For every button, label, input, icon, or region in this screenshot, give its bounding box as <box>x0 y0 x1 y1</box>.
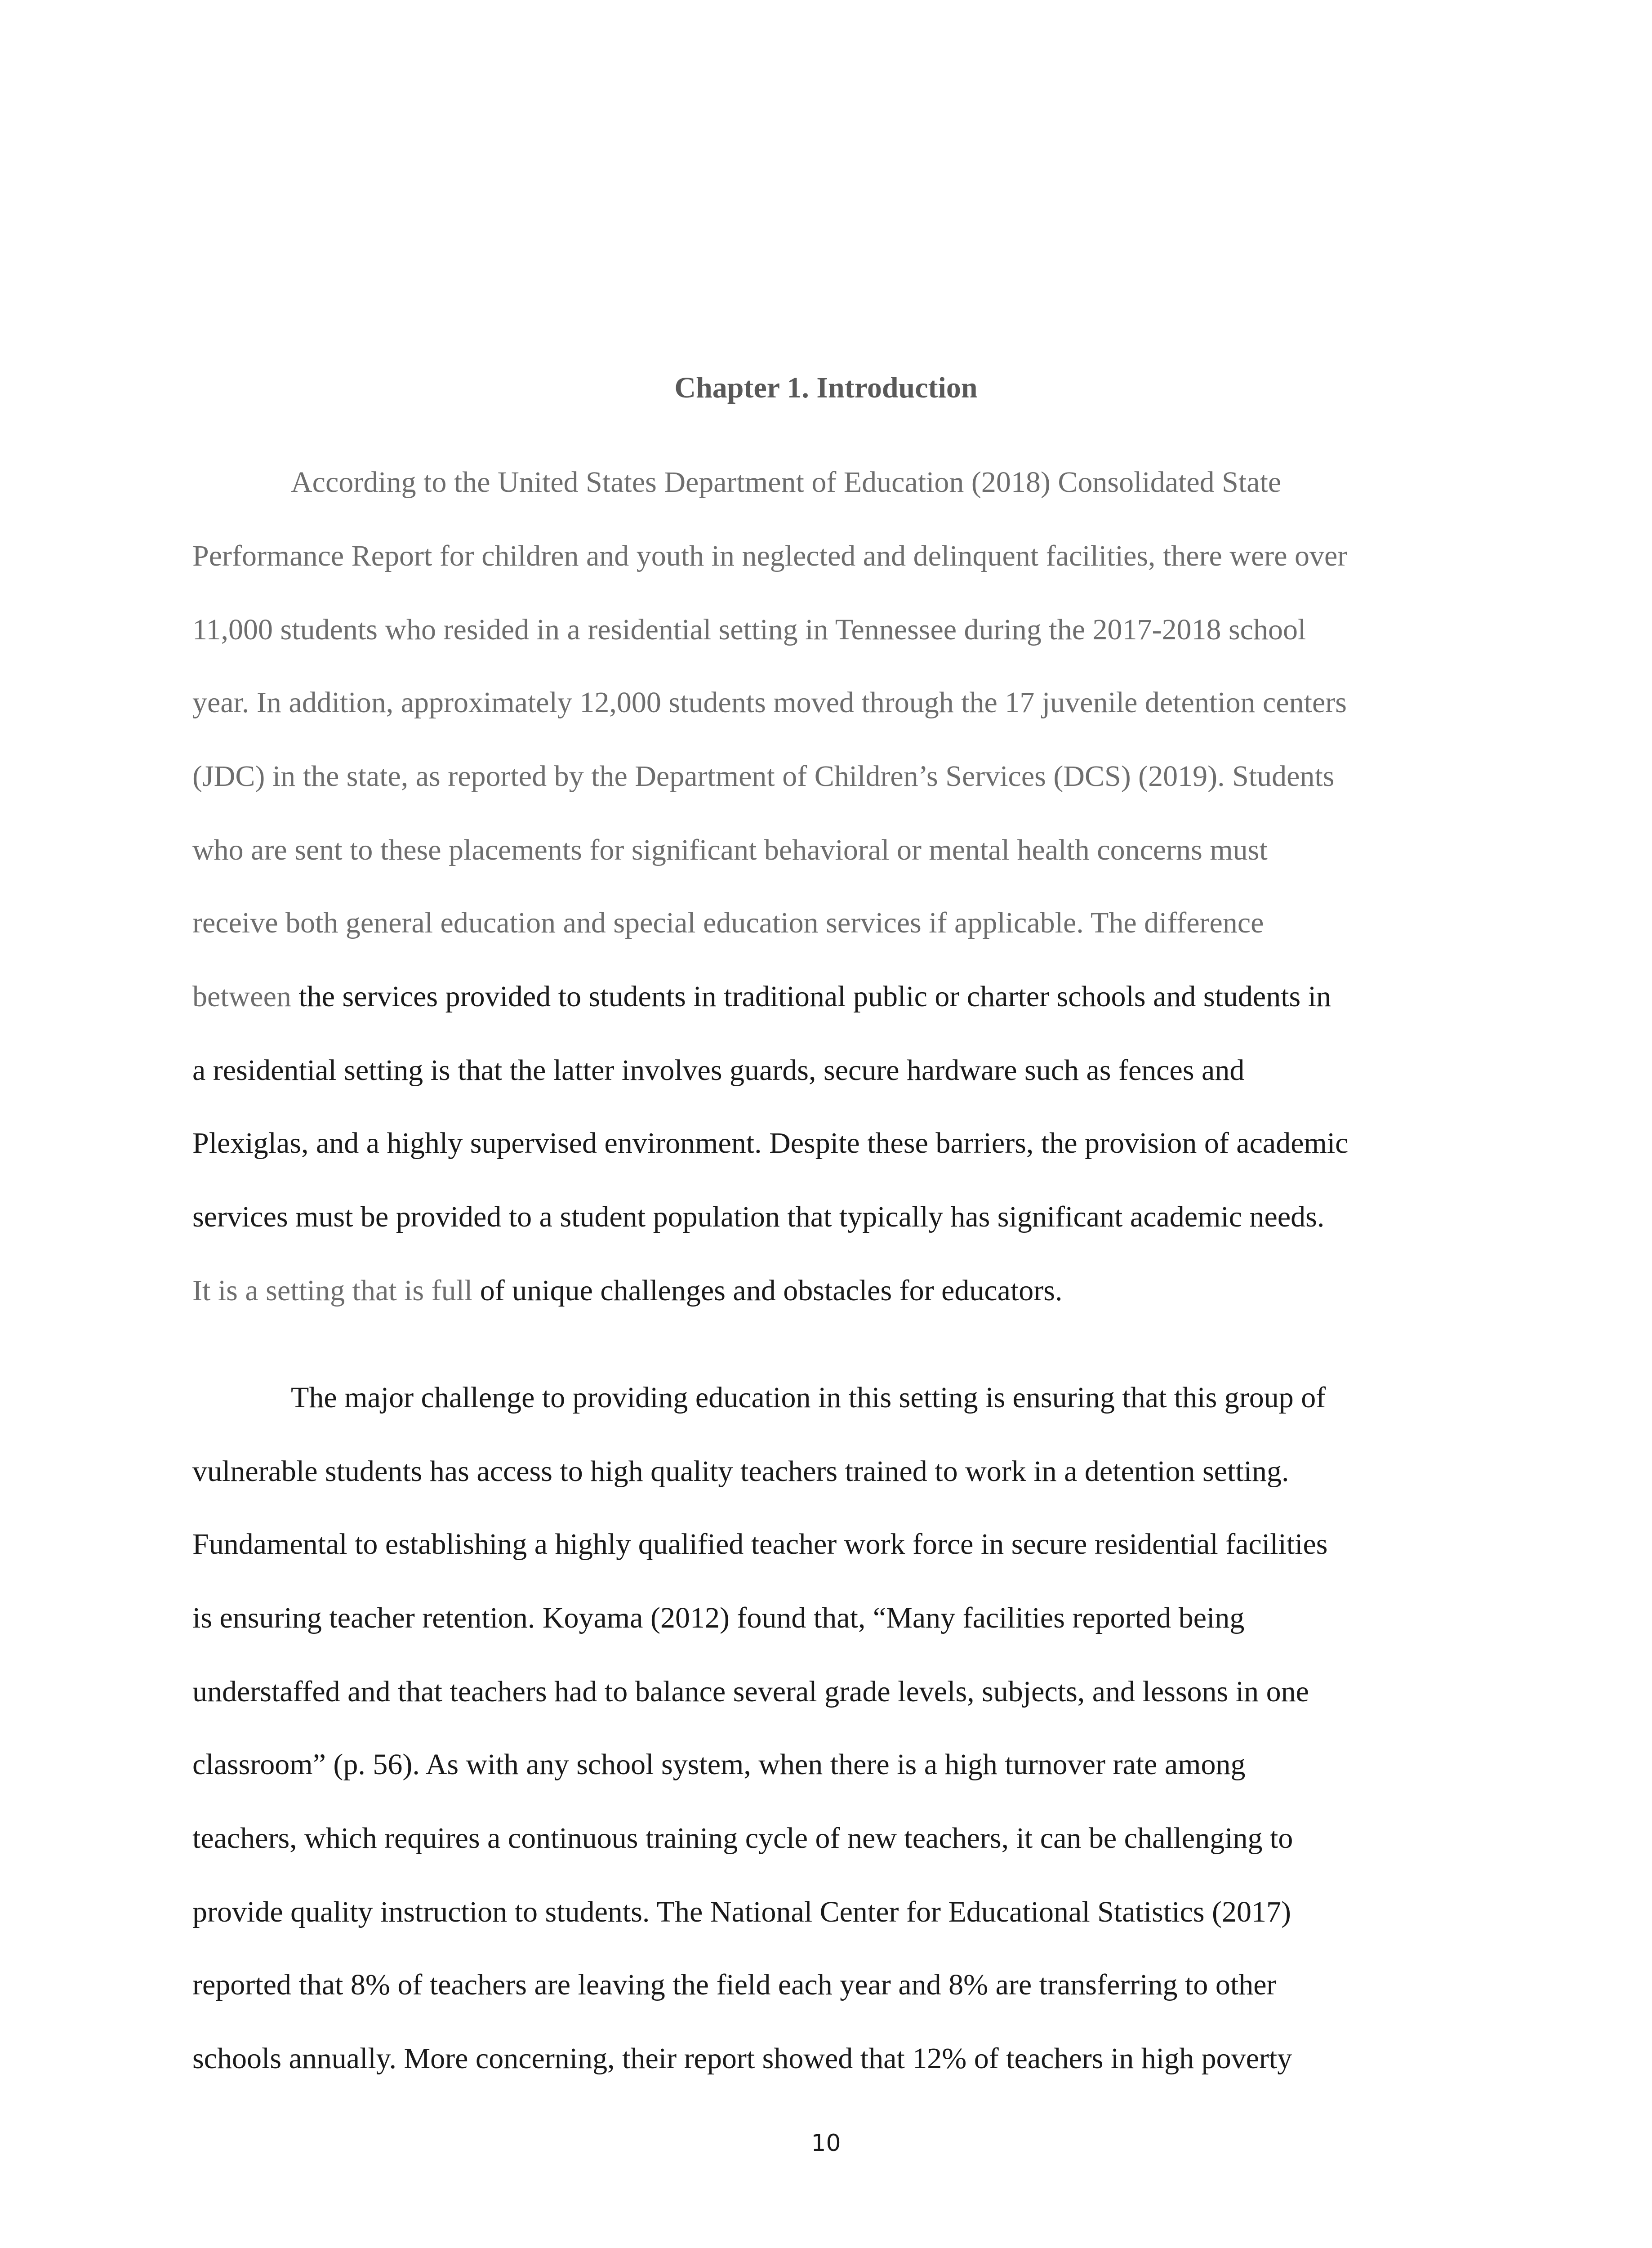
paragraph-1-line-8 <box>192 977 1331 1017</box>
paragraph-1-line-2: Performance Report for children and youth in neglected and delinquent facilities, there were over <box>192 540 1348 572</box>
paragraph-2-line-4: is ensuring teacher retention. Koyama (2012) found that, “Many facilities reported being <box>192 1601 1245 1634</box>
paragraph-1-line-11: services must be provided to a student population that typically has significant academic needs. <box>192 1200 1325 1233</box>
paragraph-1-line-6: who are sent to these placements for significant behavioral or mental health concerns must <box>192 834 1268 866</box>
paragraph-2-line-8: provide quality instruction to students. The National Center for Educational Statistics (2017) <box>192 1896 1291 1928</box>
paragraph-1-line-12 <box>192 1271 1062 1311</box>
paragraph-2-line-7: teachers, which requires a continuous training cycle of new teachers, it can be challenging to <box>192 1822 1293 1855</box>
paragraph-2-line-6: classroom” (p. 56). As with any school system, when there is a high turnover rate among <box>192 1748 1246 1781</box>
paragraph-2-line-3: Fundamental to establishing a highly qualified teacher work force in secure residential facilities <box>192 1528 1328 1561</box>
paragraph-1-line-5: (JDC) in the state, as reported by the Department of Children’s Services (DCS) (2019). Students <box>192 760 1335 793</box>
text-segment: of unique challenges and obstacles for educators. <box>480 1274 1063 1307</box>
paragraph-1-line-1: According to the United States Department of Education (2018) Consolidated State <box>291 466 1282 499</box>
paragraph-1-line-4: year. In addition, approximately 12,000 students moved through the 17 juvenile detention centers <box>192 686 1347 719</box>
paragraph-1-line-9: a residential setting is that the latter involves guards, secure hardware such as fences and <box>192 1054 1245 1087</box>
paragraph-2-line-10: schools annually. More concerning, their report showed that 12% of teachers in high poverty <box>192 2042 1292 2075</box>
paragraph-2-line-2: vulnerable students has access to high quality teachers trained to work in a detention setting. <box>192 1455 1289 1488</box>
paragraph-1-line-7: receive both general education and special education services if applicable. The difference <box>192 906 1264 939</box>
paragraph-1-line-3: 11,000 students who resided in a residential setting in Tennessee during the 2017-2018 school <box>192 613 1306 646</box>
paragraph-2-line-1: The major challenge to providing education in this setting is ensuring that this group of <box>291 1381 1326 1414</box>
text-segment: the services provided to students in traditional public or charter schools and students in <box>298 980 1331 1013</box>
faded-text-segment: between <box>192 980 299 1013</box>
chapter-heading: Chapter 1. Introduction <box>674 371 978 404</box>
paragraph-2-line-9: reported that 8% of teachers are leaving the field each year and 8% are transferring to other <box>192 1968 1277 2001</box>
paragraph-2-line-5: understaffed and that teachers had to balance several grade levels, subjects, and lessons in one <box>192 1675 1309 1708</box>
paragraph-1-line-10: Plexiglas, and a highly supervised environment. Despite these barriers, the provision of academic <box>192 1127 1349 1160</box>
faded-text-segment: It is a setting that is full <box>192 1274 480 1307</box>
page-number: 10 <box>811 2130 841 2157</box>
